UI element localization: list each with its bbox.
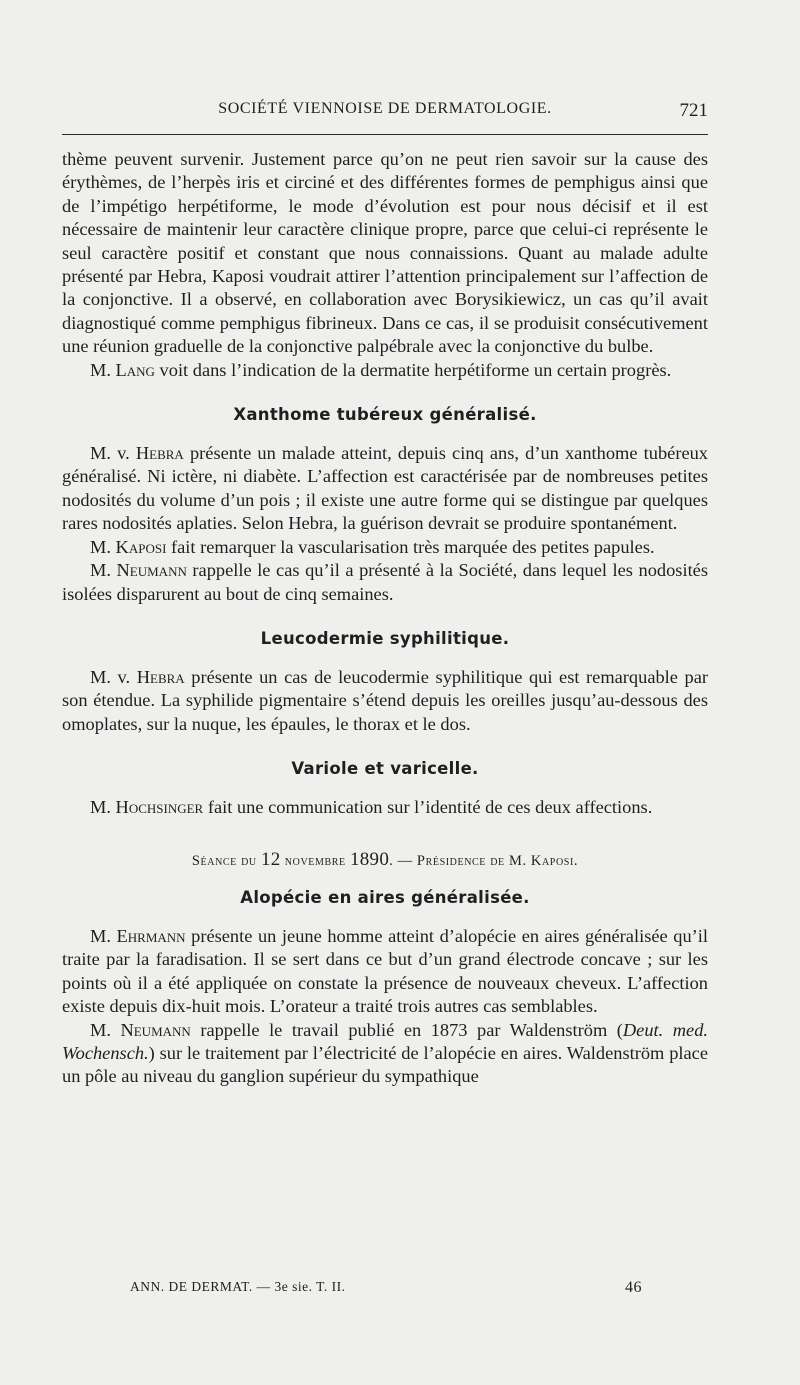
session-year: 1890: [349, 848, 390, 870]
alopecie-ehrmann-text: présente un jeune homme atteint d’alopécie en aires généralisée qu’il traite par la faradisation. Il se sert dans ce but d’un grand électrode concave ; sur les points où il a été appliquée on constate la présence de nouveaux cheveux. L’affection existe depuis dix-huit mois. L’orateur a traité trois autres cas semblables.: [62, 925, 708, 1017]
session-presidence: . — Présidence de M. Kaposi.: [389, 852, 579, 869]
footer-journal: ANN. DE DERMAT. — 3e sie. T. II.: [130, 1279, 346, 1294]
heading-alopecie: Alopécie en aires généralisée.: [240, 887, 530, 907]
xanthome-neumann-text: rappelle le cas qu’il a présenté à la Société, dans lequel les nodosités isolées disparurent au bout de cinq semaines.: [62, 560, 709, 604]
intro-paragraph: thème peuvent survenir. Justement parce qu’on ne peut rien savoir sur la cause des érythèmes, de l’herpès iris et circiné et des différentes formes de pemphigus ainsi que de l’impétigo herpétiforme, le mode d’évolution est pour nous décisif et il est nécessaire de maintenir leur caractère clinique propre, parce que celui-ci représente le seul caractère positif et constant que nous connaissions. Quant au malade adulte présenté par Hebra, Kaposi voudrait attirer l’attention principalement sur l’affection de la conjonctive. Il a observé, en collaboration avec Borysikiewicz, un cas qu’il avait diagnostiqué comme pemphigus fibrineux. Dans ce cas, il se produisit consécutivement une réunion graduelle de la conjonctive palpébrale avec la conjonctive du bulbe.: [62, 149, 708, 357]
speaker-kaposi: M. Kaposi: [90, 536, 167, 557]
leucodermie-hebra-paragraph: [62, 666, 708, 736]
footer: [130, 1279, 642, 1303]
page-number: 721: [679, 100, 708, 121]
leucodermie-hebra-text: présente un cas de leucodermie syphilitique qui est remarquable par son étendue. La syphilide pigmentaire s’étend depuis les oreilles jusqu’au-dessous des omoplates, sur la nuque, les épaules, le thorax et le dos.: [62, 666, 709, 734]
xanthome-hebra-text: présente un malade atteint, depuis cinq ans, d’un xanthome tubéreux généralisé. Ni ictère, ni diabète. L’affection est caractérisée par de nombreuses petites nodosités du volume d’un pois ; il existe une autre forme qui se distingue par quelques rares nodosités aplaties. Selon Hebra, la guérison devrait se produire spontanément.: [62, 443, 708, 534]
session-day: 12: [260, 848, 281, 870]
speaker-prefix: M. v.: [90, 443, 136, 464]
variole-hochsinger-text: fait une communication sur l’identité de ces deux affections.: [203, 797, 653, 818]
lang-text: voit dans l’indication de la dermatite herpétiforme un certain progrès.: [154, 359, 672, 380]
alopecie-neumann-text-b: ) sur le traitement par l’électricité de l’alopécie en aires. Waldenström place un pôle au niveau du ganglion supérieur du sympathique: [62, 1042, 708, 1087]
heading-leucodermie: Leucodermie syphilitique.: [260, 628, 510, 648]
speaker-hebra: Hebra: [135, 443, 184, 464]
session-month: novembre: [280, 852, 350, 869]
alopecie-neumann-text-a: rappelle le travail publié en 1873 par Waldenström (: [190, 1019, 623, 1040]
header-rule: [62, 134, 708, 135]
speaker-hebra: Hebra: [136, 666, 185, 687]
footer-signature: 46: [625, 1279, 642, 1296]
speaker-hochsinger: M. Hochsinger: [90, 797, 204, 818]
alopecie-ehrmann-paragraph: [62, 925, 708, 1019]
speaker-ehrmann: M. Ehrmann: [90, 925, 186, 946]
speaker-neumann: M. Neumann: [90, 560, 187, 581]
variole-hochsinger-paragraph: [62, 796, 708, 819]
session-label: Séance du: [191, 852, 261, 869]
speaker-neumann: M. Neumann: [90, 1019, 191, 1040]
speaker-prefix: M. v.: [90, 666, 137, 687]
journal-citation: Deut. med. Wochensch.: [62, 1019, 709, 1063]
heading-xanthome: Xanthome tubéreux généralisé.: [233, 405, 537, 425]
xanthome-kaposi-text: fait remarquer la vascularisation très marquée des petites papules.: [166, 536, 655, 557]
lang-paragraph: [62, 359, 708, 382]
heading-variole: Variole et varicelle.: [291, 759, 479, 779]
session-line: [62, 848, 708, 873]
speaker-lang: M. Lang: [90, 359, 155, 380]
page-body: [62, 148, 708, 1089]
running-title: SOCIÉTÉ VIENNOISE DE DERMATOLOGIE.: [218, 100, 552, 117]
alopecie-neumann-paragraph: [62, 1019, 708, 1089]
xanthome-neumann-paragraph: [62, 559, 708, 606]
running-header: [62, 100, 708, 128]
xanthome-hebra-paragraph: [62, 442, 708, 536]
xanthome-kaposi-paragraph: [62, 536, 708, 559]
